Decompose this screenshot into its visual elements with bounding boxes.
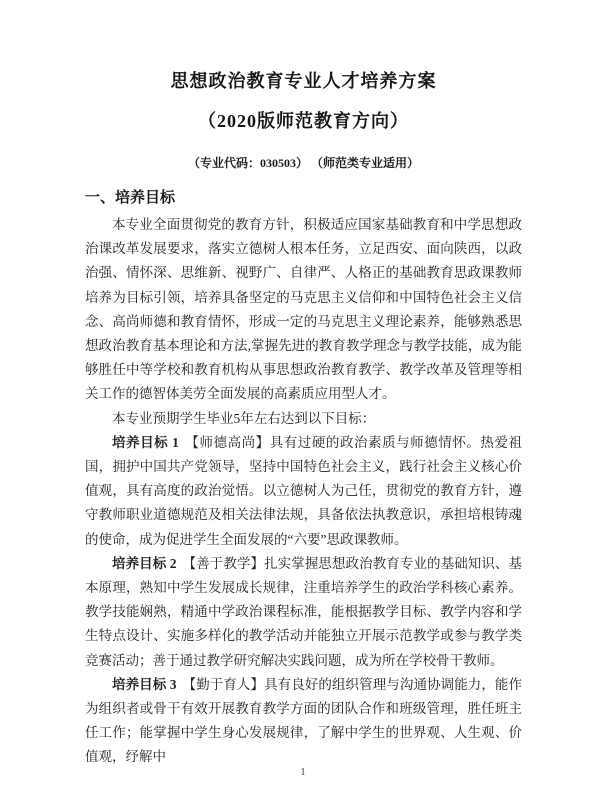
paragraph-overview: [85, 213, 522, 407]
document-subtitle: （2020版师范教育方向）: [198, 111, 409, 131]
goal-1-label: 培养目标 1: [112, 434, 179, 450]
paragraph-goals-intro-text: 本专业预期学生毕业5年左右达到以下目标：: [112, 410, 376, 426]
paragraph-goals-intro: [85, 407, 522, 431]
paragraph-goal-2: [85, 552, 522, 673]
goal-1-text: 【师德高尚】具有过硬的政治素质与师德情怀。热爱祖国，拥护中国共产党领导，坚持中国特色社会主义，践行社会主义核心价值观，具有高度的政治觉悟。以立德树人为己任，贯彻党的教育方针，遵守教师职业道德规范及相关法律法规，具备依法执教意识，承担培根铸魂的使命，成为促进学生全面发展的“六要”思政课教师。: [85, 434, 523, 547]
document-meta-line: （专业代码：030503） （师范类专业适用）: [187, 156, 419, 170]
page-number: 1: [300, 767, 306, 778]
goal-3-label: 培养目标 3: [112, 676, 177, 692]
section-heading-training-objectives: 一、培养目标: [85, 190, 176, 206]
goal-2-text: 【善于教学】扎实掌握思想政治教育专业的基础知识、基本原理，熟知中学生发展成长规律，注重培养学生的政治学科核心素养。教学技能娴熟，精通中学政治课程标准，能根据教学目标、教学内容和学生特点设计、实施多样化的教学活动并能独立开展示范教学或参与教学类竞赛活动；善于通过教学研究解决实践问题，成为所在学校骨干教师。: [85, 555, 523, 668]
paragraph-goal-1: [85, 431, 522, 552]
document-title: 思想政治教育专业人才培养方案: [170, 71, 437, 91]
goal-3-text: 【勤于育人】具有良好的组织管理与沟通协调能力，能作为组织者或骨干有效开展教育教学方面的团队合作和班级管理，胜任班主任工作；能掌握中学生身心发展规律，了解中学生的世界观、人生观、价值观，纾解中: [85, 676, 523, 765]
paragraph-goal-3: [85, 673, 522, 770]
goal-2-label: 培养目标 2: [112, 555, 177, 571]
paragraph-overview-text: 本专业全面贯彻党的教育方针，积极适应国家基础教育和中学思想政治课改革发展要求，落实立德树人根本任务，立足西安、面向陕西，以政治强、情怀深、思维新、视野广、自律严、人格正的基础教育思政课教师培养为目标引领，培养具备坚定的马克思主义信仰和中国特色社会主义信念、高尚师德和教育情怀，形成一定的马克思主义理论素养，能够熟悉思想政治教育基本理论和方法,掌握先进的教育教学理念与教学技能，成为能够胜任中等学校和教育机构从事思想政治教育教学、教学改革及管理等相关工作的德智体美劳全面发展的高素质应用型人才。: [85, 217, 522, 402]
